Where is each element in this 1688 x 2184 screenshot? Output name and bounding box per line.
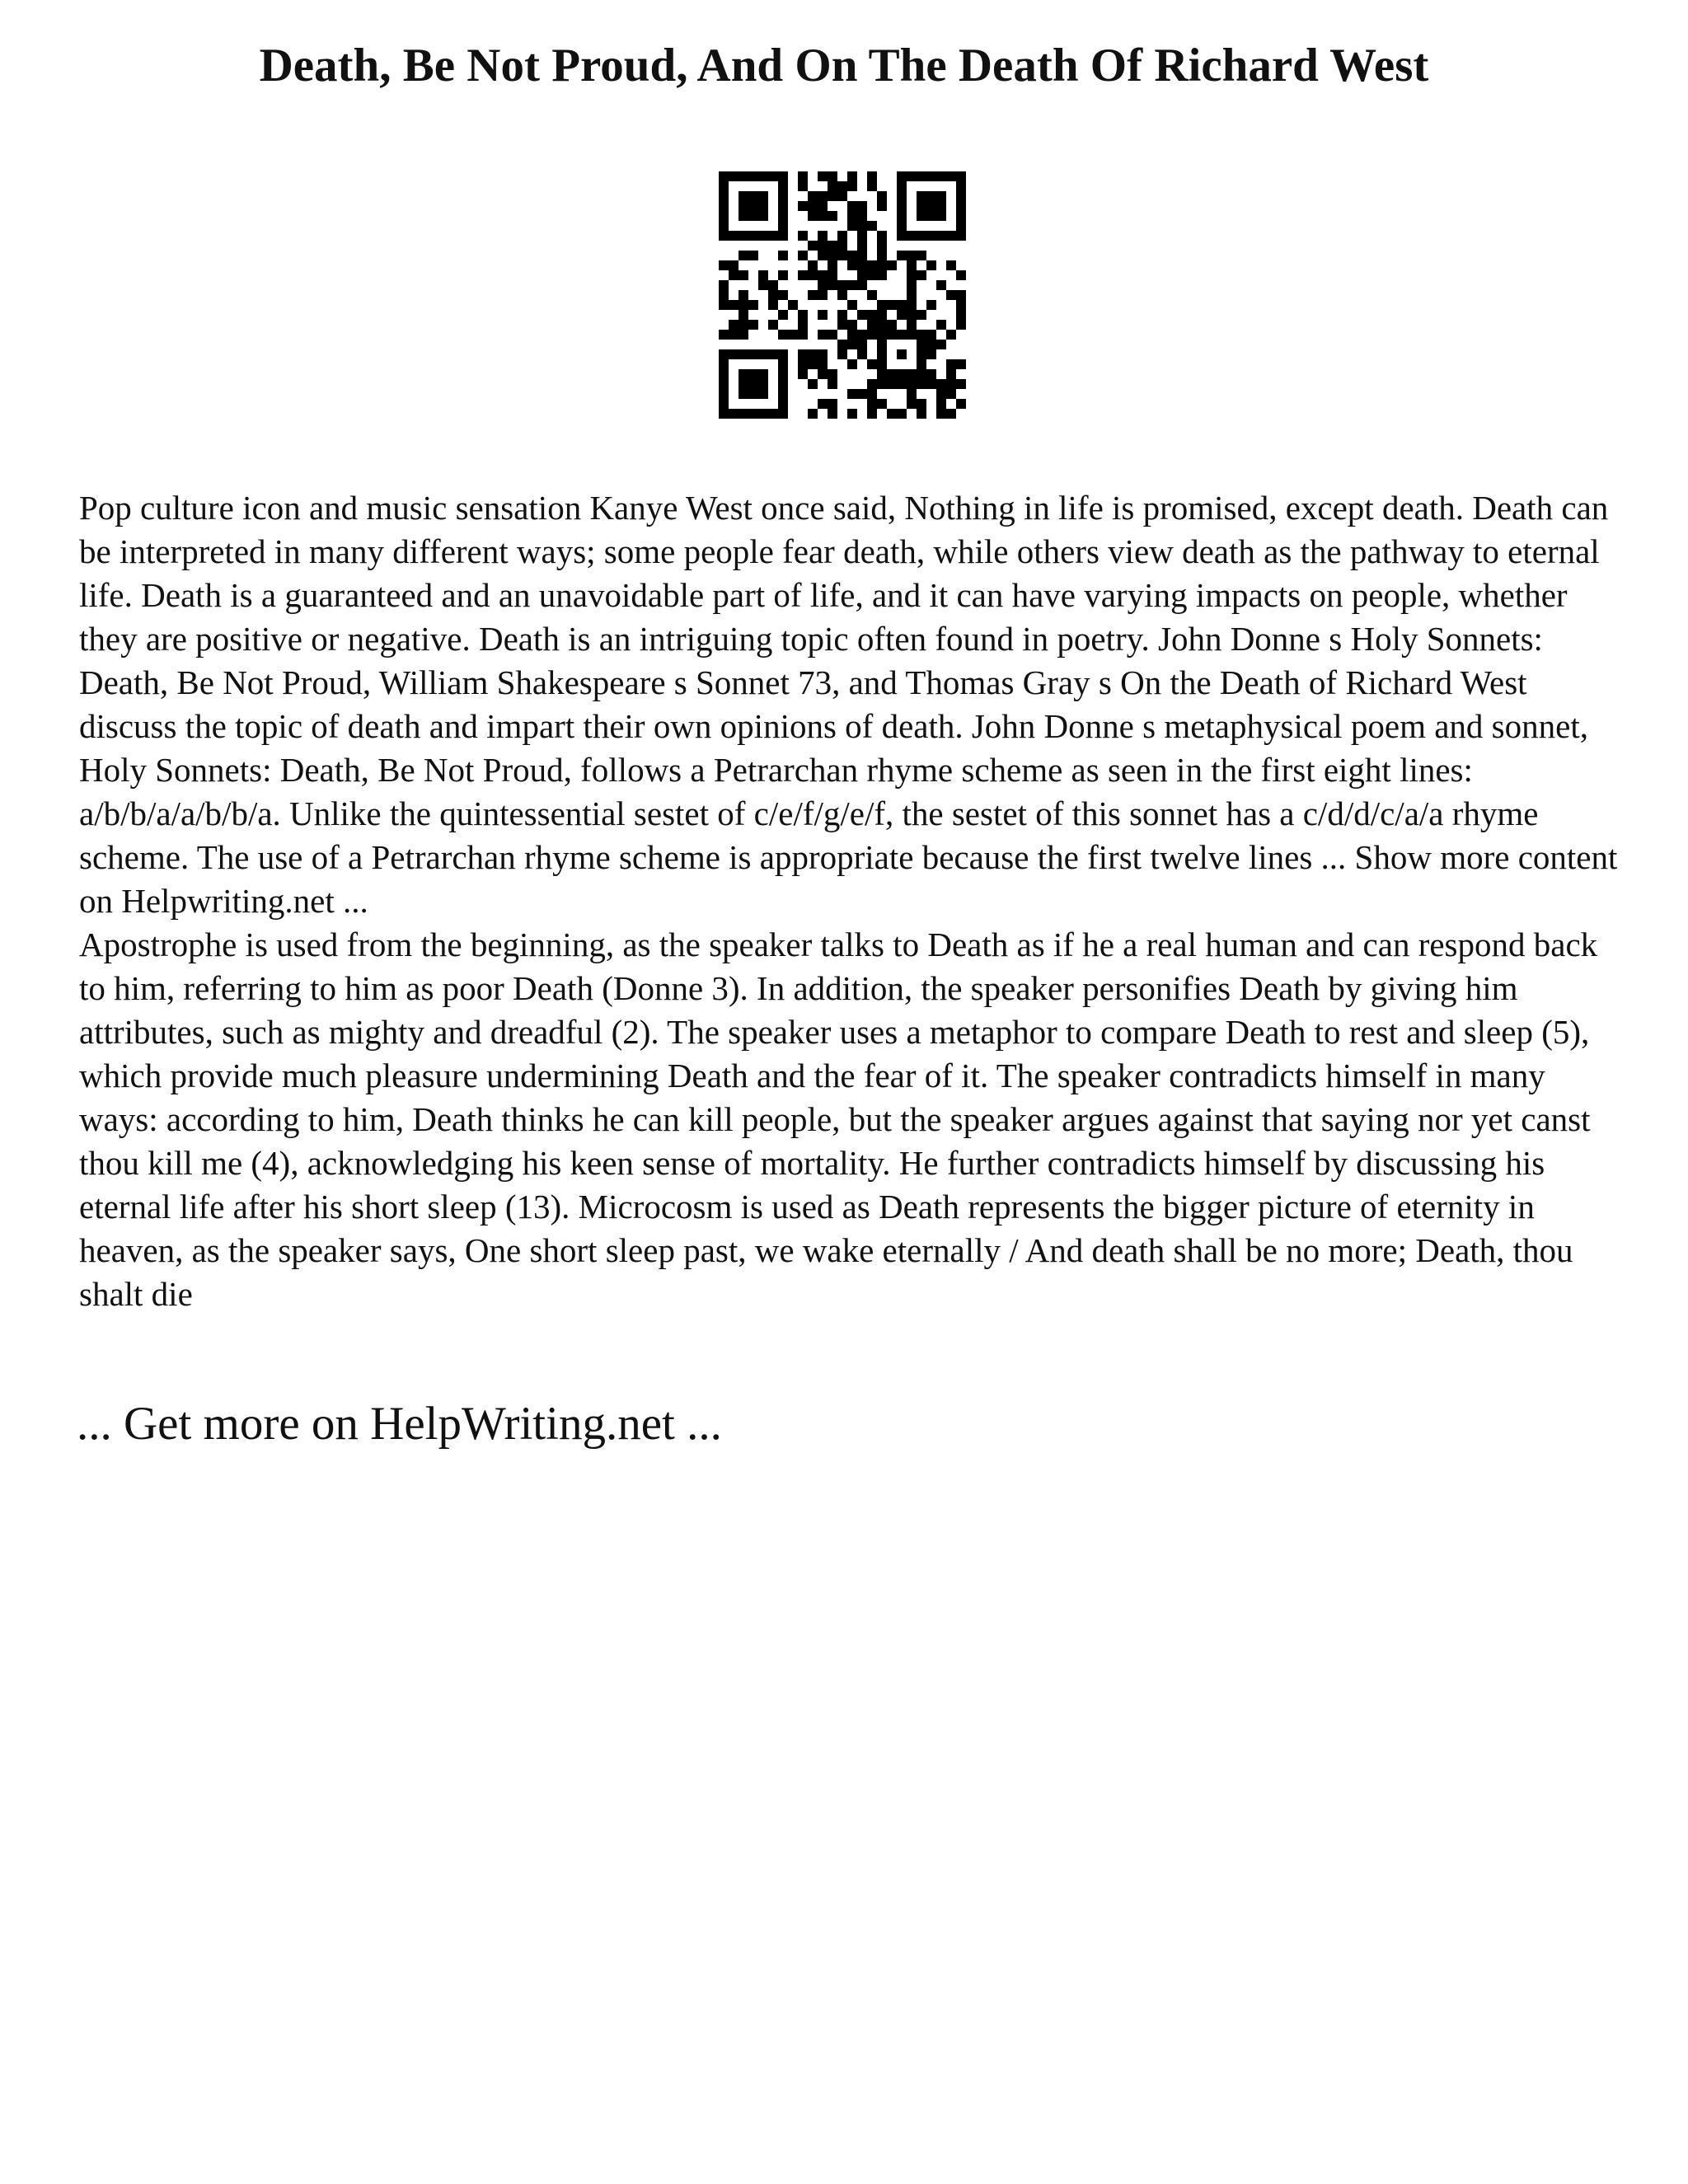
qr-code-icon bbox=[719, 171, 966, 419]
qr-code-graphic bbox=[719, 171, 966, 419]
body-paragraph: Pop culture icon and music sensation Kanye West once said, Nothing in life is promised, except death. Death can be interpreted in many different ways; some people fear death, while others view death as the pathway to eternal life. Death is a guaranteed and an unavoidable part of life, and it can have varying impacts on people, whether they are positive or negative. Death is an intriguing topic often found in poetry. John Donne s Holy Sonnets: Death, Be Not Proud, William Shakespeare s Sonnet 73, and Thomas Gray s On the Death of Richard West discuss the topic of death and impart their own opinions of death. John Donne s metaphysical poem and sonnet, Holy Sonnets: Death, Be Not Proud, follows a Petrarchan rhyme scheme as seen in the first eight lines: a/b/b/a/a/b/b/a. Unlike the quintessential sestet of c/e/f/g/e/f, the sestet of this sonnet has a c/d/d/c/a/a rhyme scheme. The use of a Petrarchan rhyme scheme is appropriate because the first twelve lines ... Show more content on Helpwriting.net ... bbox=[79, 489, 1618, 920]
article-body bbox=[79, 486, 1620, 1316]
page-title: Death, Be Not Proud, And On The Death Of Richard West bbox=[259, 40, 1429, 91]
get-more-link[interactable]: ... Get more on HelpWriting.net ... bbox=[77, 1398, 722, 1450]
body-paragraph: Apostrophe is used from the beginning, as the speaker talks to Death as if he a real human and can respond back to him, referring to him as poor Death (Donne 3). In addition, the speaker personifies Death by giving him attributes, such as mighty and dreadful (2). The speaker uses a metaphor to compare Death to rest and sleep (5), which provide much pleasure undermining Death and the fear of it. The speaker contradicts himself in many ways: according to him, Death thinks he can kill people, but the speaker argues against that saying nor yet canst thou kill me (4), acknowledging his keen sense of mortality. He further contradicts himself by discussing his eternal life after his short sleep (13). Microcosm is used as Death represents the bigger picture of eternity in heaven, as the speaker says, One short sleep past, we wake eternally / And death shall be no more; Death, thou shalt die bbox=[79, 926, 1598, 1313]
